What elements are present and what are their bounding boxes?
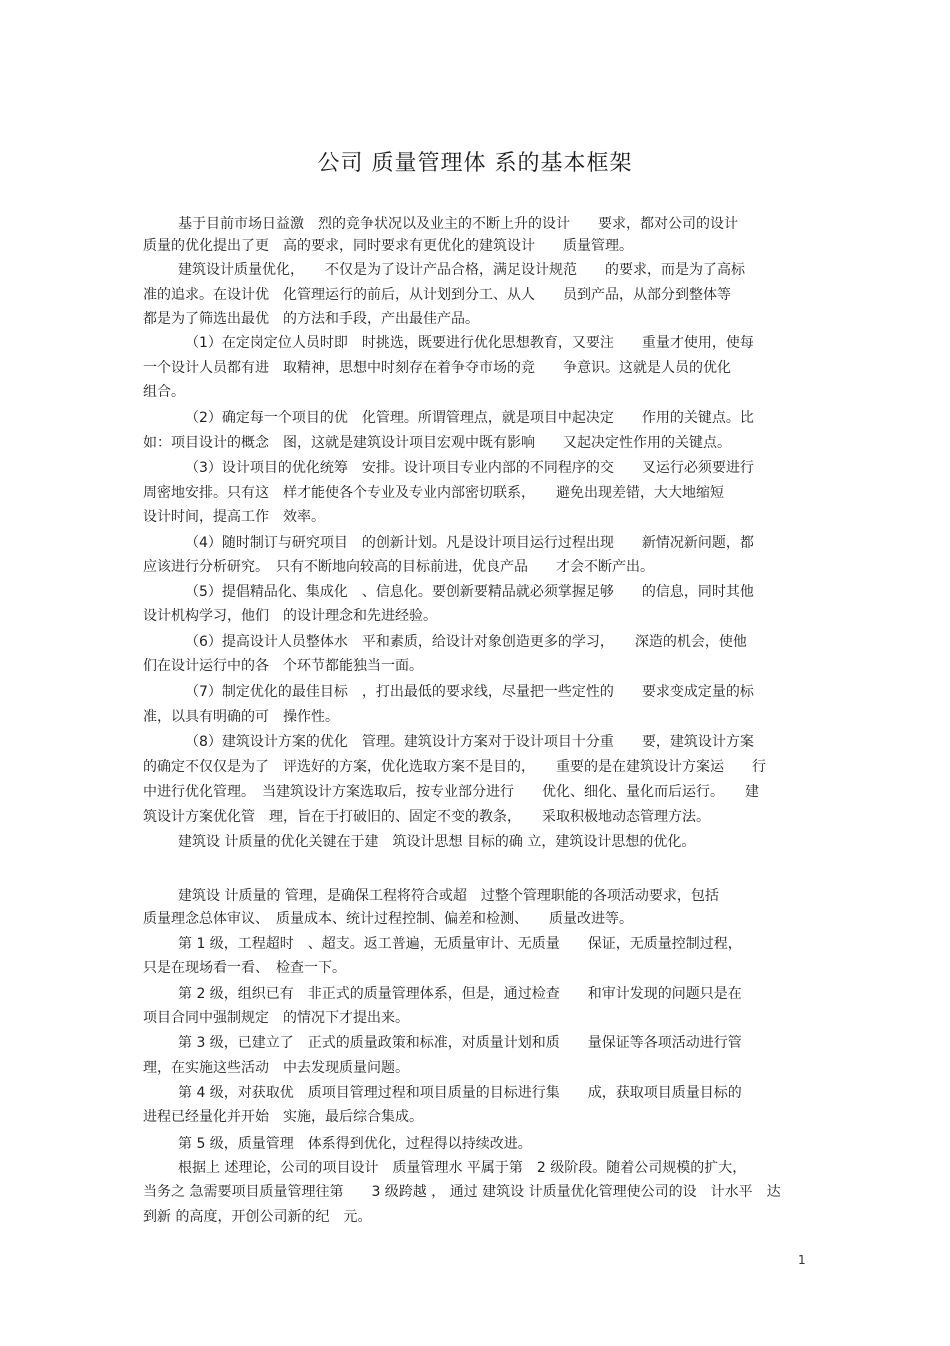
paragraph-line: 第 5 级，质量管理 体系得到优化，过程得以持续改进。 bbox=[178, 1136, 532, 1152]
paragraph-line: 第 4 级，对获取优 质项目管理过程和项目质量的目标进行集 成，获取项目质量目标的 bbox=[178, 1085, 742, 1101]
paragraph-line: （1）在定岗定位人员时即 时挑选，既要进行优化思想教育，又要注 重量才使用，使每 bbox=[185, 335, 754, 351]
paragraph-line: （3）设计项目的优化统筹 安排。设计项目专业内部的不同程序的交 叉运行必须要进行 bbox=[185, 460, 754, 476]
paragraph-line: 项目合同中强制规定 的情况下才提出来。 bbox=[143, 1010, 409, 1026]
paragraph-line: 如：项目设计的概念 图，这就是建筑设计项目宏观中既有影响 又起决定性作用的关键点。 bbox=[143, 435, 731, 451]
paragraph-line: （4）随时制订与研究项目 的创新计划。凡是设计项目运行过程出现 新情况新问题，都 bbox=[185, 535, 754, 551]
paragraph-line: 质量理念总体审议、 质量成本、统计过程控制、偏差和检测、 质量改进等。 bbox=[143, 911, 633, 927]
paragraph-line: 都是为了筛选出最优 的方法和手段，产出最佳产品。 bbox=[143, 311, 479, 327]
paragraph-line: 筑设计方案优化管 理，旨在于打破旧的、固定不变的教条， 采取积极地动态管理方法。 bbox=[143, 809, 710, 825]
paragraph-line: 一个设计人员都有进 取精神，思想中时刻存在着争夺市场的竞 争意识。这就是人员的优化 bbox=[143, 360, 731, 376]
paragraph-line: 建筑设计质量优化， 不仅是为了设计产品合格，满足设计规范 的要求，而是为了高标 bbox=[178, 262, 745, 278]
page-number: 1 bbox=[798, 1253, 806, 1267]
paragraph-line: 设计时间，提高工作 效率。 bbox=[143, 509, 325, 525]
paragraph-line: 到新 的高度，开创公司新的纪 元。 bbox=[143, 1209, 372, 1225]
paragraph-line: 设计机构学习，他们 的设计理念和先进经验。 bbox=[143, 608, 437, 624]
paragraph-line: 组合。 bbox=[143, 384, 185, 400]
paragraph-line: 中进行优化管理。 当建筑设计方案选取后，按专业部分进行 优化、细化、量化而后运行。 建 bbox=[143, 784, 759, 800]
paragraph-line: 第 3 级，已建立了 正式的质量政策和标准，对质量计划和质 量保证等各项活动进行管 bbox=[178, 1035, 742, 1051]
paragraph-line: 建筑设 计质量的 管理，是确保工程将符合或超 过整个管理职能的各项活动要求，包括 bbox=[178, 888, 719, 904]
paragraph-line: 基于目前市场日益激 烈的竞争状况以及业主的不断上升的设计 要求，都对公司的设计 bbox=[178, 216, 738, 232]
paragraph-line: 进程已经量化并开始 实施，最后综合集成。 bbox=[143, 1109, 423, 1125]
paragraph-line: （8）建筑设计方案的优化 管理。建筑设计方案对于设计项目十分重 要，建筑设计方案 bbox=[185, 734, 754, 750]
paragraph-line: 的确定不仅仅是为了 评选好的方案，优化选取方案不是目的， 重要的是在建筑设计方案运 行 bbox=[143, 759, 766, 775]
paragraph-line: 当务之 急需要项目质量管理往第 3 级跨越 ， 通过 建筑设 计质量优化管理使公司的设 计水平 达 bbox=[143, 1184, 781, 1200]
paragraph-line: 们在设计运行中的各 个环节都能独当一面。 bbox=[143, 658, 423, 674]
paragraph-line: 质量的优化提出了更 高的要求，同时要求有更优化的建筑设计 质量管理。 bbox=[143, 238, 633, 254]
paragraph-line: 理，在实施这些活动 中去发现质量问题。 bbox=[143, 1060, 409, 1076]
paragraph-line: 根据上 述理论，公司的项目设计 质量管理水 平属于第 2 级阶段。随着公司规模的扩大， bbox=[178, 1160, 747, 1176]
paragraph-line: 准的追求。在设计优 化管理运行的前后，从计划到分工、从人 员到产品，从部分到整体等 bbox=[143, 287, 731, 303]
document-title: 公司 质量管理体 系的基本框架 bbox=[317, 151, 633, 176]
paragraph-line: 建筑设 计质量的优化关键在于建 筑设计思想 目标的确 立，建筑设计思想的优化。 bbox=[178, 834, 696, 850]
paragraph-line: （6）提高设计人员整体水 平和素质，给设计对象创造更多的学习， 深造的机会，使他 bbox=[185, 634, 747, 650]
paragraph-line: 只是在现场看一看、 检查一下。 bbox=[143, 960, 346, 976]
paragraph-line: 应该进行分析研究。 只有不断地向较高的目标前进，优良产品 才会不断产出。 bbox=[143, 559, 654, 575]
paragraph-line: 第 1 级，工程超时 、超支。返工普遍，无质量审计、无质量 保证，无质量控制过程， bbox=[178, 936, 742, 952]
paragraph-line: 准，以具有明确的可 操作性。 bbox=[143, 709, 339, 725]
paragraph-line: （5）提倡精品化、集成化 、信息化。要创新要精品就必须掌握足够 的信息，同时其他 bbox=[185, 584, 754, 600]
paragraph-line: （2）确定每一个项目的优 化管理。所谓管理点，就是项目中起决定 作用的关键点。比 bbox=[185, 410, 754, 426]
paragraph-line: （7）制定优化的最佳目标 ，打出最低的要求线，尽量把一些定性的 要求变成定量的标 bbox=[185, 684, 754, 700]
paragraph-line: 第 2 级，组织已有 非正式的质量管理体系，但是，通过检查 和审计发现的问题只是在 bbox=[178, 986, 742, 1002]
paragraph-line: 周密地安排。只有这 样才能使各个专业及专业内部密切联系， 避免出现差错，大大地缩短 bbox=[143, 485, 724, 501]
